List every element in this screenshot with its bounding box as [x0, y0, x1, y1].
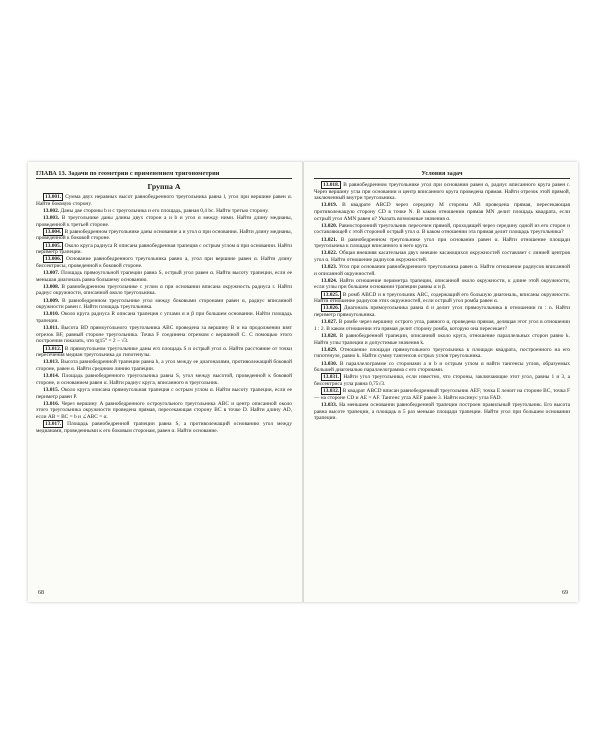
page-number: 68 [38, 590, 44, 596]
problem-number: 13.004. [45, 228, 62, 235]
group-title: Группа А [147, 182, 181, 191]
problem-item [314, 361, 570, 374]
problem-item [36, 401, 292, 421]
problem-text: Угол при основании равнобедренного треугольника равен α. Найти отношение радиусов вписанной и описанной окружностей. [314, 264, 570, 277]
problem-text: В параллелограмме со сторонами a и b и острым углом α найти тангенсы углов, образуемых большей диагональю параллелограмма с его сторонами. [314, 360, 570, 374]
problem-item [36, 298, 292, 311]
problem-item [314, 250, 570, 263]
problem-text: Найти отношение периметра трапеции, описанной около окружности, к длине этой окружности, если углы при большем основании трапеции равны α и β. [314, 277, 570, 291]
problem-item [36, 284, 292, 297]
problem-number: 13.023. [321, 264, 338, 271]
problem-number: 13.015. [43, 386, 60, 393]
problem-text: В ромб ABCD и в треугольник ABC, содержащий его большую диагональ, вписаны окружности. Найти отношение радиусов этих окружностей, если острый угол ромба равен α. [314, 291, 570, 305]
problem-number: 13.025. [323, 291, 340, 298]
problem-text: В треугольнике даны длины двух сторон a и b и угол α между ними. Найти длину медианы, проведенной к третьей стороне. [36, 214, 292, 228]
problem-number: 13.006. [45, 256, 62, 263]
problem-item [36, 229, 292, 242]
problem-item [314, 402, 570, 422]
problem-item [36, 421, 292, 434]
problem-list [314, 182, 570, 422]
problem-item [314, 182, 570, 202]
problem-item [36, 194, 292, 207]
problem-item [36, 208, 292, 215]
problem-text: В равнобедренной трапеции, описанной около круга, отношение параллельных сторон равно k. Найти углы трапеции и допустимые значения k. [314, 333, 570, 346]
problem-item [36, 311, 292, 324]
problem-number: 13.027. [321, 319, 338, 326]
problem-text: Общая внешняя касательная двух внешне касающихся окружностей составляет с линией центров угол α. Найти отношение радиусов окружностей. [314, 250, 570, 263]
problem-text: Площадь равнобедренной трапеции равна S, а противолежащий основанию угол между медианами, проведенными к его боковым сторонам, равен α. Найти основание. [36, 421, 292, 434]
problem-item [36, 270, 292, 283]
page-number: 69 [562, 590, 568, 596]
problem-item [314, 292, 570, 305]
left-page [36, 170, 292, 602]
problem-item [314, 374, 570, 387]
problem-number: 13.009. [43, 297, 60, 304]
problem-text: В квадрат ABCD вписан равнобедренный треугольник AEF; точка E лежит на стороне BC, точка F — на стороне CD и AE = AF. Тангенс угла AEF равен 3. Найти косинус угла FAD. [314, 388, 570, 401]
problem-item [314, 223, 570, 236]
problem-item [36, 346, 292, 359]
running-head: Условия задач [314, 170, 570, 179]
problem-number: 13.026. [323, 305, 340, 312]
problem-number: 13.007. [43, 270, 60, 277]
problem-number: 13.022. [321, 250, 338, 257]
problem-text: В прямоугольном треугольнике даны его площадь S и острый угол α. Найти расстояние от точки пересечения медиан треугольника до гипотенузы. [36, 345, 292, 359]
problem-item [36, 373, 292, 386]
problem-text: Около круга радиуса R описана трапеция с углами α и β при большем основании. Найти площадь трапеции. [36, 311, 292, 325]
problem-text: В равнобедренном треугольнике угол между боковыми сторонами равен α, радиус вписанной окружности равен r. Найти площадь треугольника. [36, 297, 292, 311]
problem-text: В равнобедренном треугольнике даны основание a и угол α при основании. Найти длину медианы, проведенной к боковой стороне. [36, 228, 292, 242]
problem-number: 13.001. [45, 194, 62, 200]
problem-item [314, 333, 570, 346]
problem-text: На меньшем основании равнобедренной трапеции построен правильный треугольник. Его высота равна высоте трапеции, а площадь в 5 раз меньше площади трапеции. Найти угол при большем основании трапеции. [314, 401, 570, 422]
problem-item [36, 325, 292, 345]
problem-text: Около круга радиуса R описана равнобедренная трапеция с острым углом α при основании. Найти периметр трапеции. [36, 242, 292, 256]
problem-text: В ромбе через вершину острого угла, равного α, проведена прямая, делящая этот угол в отношении 1 : 2. В каком отношении эта прямая делит сторону ромба, которую она пересекает? [314, 319, 570, 332]
problem-text: Найти угол треугольника, если известно, что стороны, заключающие этот угол, равны 1 и 3, а биссектриса угла равна 0,75√3. [314, 374, 570, 387]
problem-number: 13.020. [321, 222, 338, 229]
problem-number: 13.021. [321, 236, 338, 243]
problem-number: 13.028. [321, 333, 338, 339]
problem-number: 13.014. [43, 373, 60, 380]
running-head: ГЛАВА 13. Задачи по геометрии с применением тригонометрии [36, 170, 292, 179]
problem-text: Отношение площади прямоугольного треугольника к площади квадрата, построенного на его гипотенузе, равно k. Найти сумму тангенсов острых углов треугольника. [314, 346, 570, 360]
problem-number: 13.005. [45, 242, 62, 249]
problem-text: Высота BD прямоугольного треугольника ABC проведена за вершину B и на продолжении взят отрезок BF, равный стороне треугольника. Точка F соединена отрезком с вершиной C. С помощью этого построения показать, что tg15° = 2 − √3. [36, 325, 292, 345]
problem-text: Около круга описана прямоугольная трапеция с острым углом α. Найти высоту трапеции, если ее периметр равен P. [36, 386, 292, 400]
problem-number: 13.010. [43, 311, 60, 318]
problem-list [36, 194, 292, 434]
problem-item [314, 237, 570, 250]
problem-text: В квадрате ABCD через середину M стороны AB проведена прямая, пересекающая противолежащую сторону CD в точке N. В каком отношении прямая MN делит площадь квадрата, если острый угол AMN равен α? Указать возможные значения α. [314, 202, 570, 222]
problem-item [36, 387, 292, 400]
book-gutter [302, 162, 304, 602]
problem-text: В равнобедренном треугольнике угол при основании равен α, радиус вписанного круга равен r. Через вершину угла при основании и центр вписанного круга проведена прямая. Найти отрезок этой прямой, заключенный внутри треугольника. [314, 182, 570, 202]
problem-number: 13.017. [45, 421, 62, 428]
problem-number: 13.024. [321, 277, 338, 284]
problem-item [36, 215, 292, 228]
problem-text: Сумма двух неравных высот равнобедренного треугольника равна l, угол при вершине равен α. Найти боковую сторону. [36, 194, 292, 207]
problem-text: Основание равнобедренного треугольника равно a, угол при вершине равен α. Найти длину биссектрисы, проведенной к боковой стороне. [36, 256, 292, 269]
problem-text: Даны две стороны b и c треугольника и его площадь, равная 0,4 bc. Найти третью сторону. [60, 207, 269, 214]
problem-text: Равносторонний треугольник пересечен прямой, проходящей через середину одной из его сторон и составляющей с этой стороной острый угол α. В каком отношении эта прямая делит площадь треугольника? [314, 222, 570, 236]
problem-number: 13.011. [43, 325, 59, 332]
problem-number: 13.012. [45, 345, 62, 352]
problem-number: 13.033. [321, 401, 338, 408]
problem-item [36, 359, 292, 372]
problem-number: 13.030. [321, 360, 338, 367]
right-page [314, 170, 570, 602]
problem-item [314, 347, 570, 360]
problem-item [314, 319, 570, 332]
problem-number: 13.008. [43, 283, 60, 290]
problem-number: 13.002. [43, 207, 60, 214]
problem-number: 13.003. [43, 214, 60, 221]
problem-number: 13.019. [321, 202, 338, 209]
problem-item [314, 264, 570, 277]
problem-text: Диагональ прямоугольника равна d и делит угол прямоугольника в отношении m : n. Найти периметр прямоугольника. [314, 305, 570, 319]
problem-number: 13.029. [321, 346, 338, 353]
problem-number: 13.031. [323, 374, 340, 381]
problem-text: Площадь прямоугольной трапеции равна S, острый угол равен α. Найти высоту трапеции, если ее меньшая диагональ равна большему основанию. [36, 270, 292, 283]
problem-item [36, 243, 292, 256]
book-spread [28, 162, 578, 602]
problem-text: В равнобедренном треугольнике угол при основании равен α. Найти отношение площади треугольника к площади вписанного в него круга. [314, 236, 570, 250]
problem-number: 13.032. [323, 388, 340, 395]
problem-number: 13.013. [43, 359, 60, 366]
problem-number: 13.016. [43, 400, 60, 407]
problem-item [314, 305, 570, 318]
problem-number: 13.018. [323, 182, 340, 188]
problem-text: В равнобедренном треугольнике с углом α при основании вписана окружность радиуса r. Найти радиус окружности, описанной около треугольника. [36, 283, 292, 297]
problem-item [314, 278, 570, 291]
problem-item [36, 256, 292, 269]
problem-text: Площадь равнобедренного треугольника равна S, угол между высотой, проведенной к боковой стороне, и основанием равен α. Найти радиус круга, вписанного в треугольник. [36, 373, 292, 386]
problem-text: Через вершину A равнобедренного остроугольного треугольника ABC и центр описанной около этого треугольника окружности проведена прямая, пересекающая сторону BC в точке D. Найти длину AD, если AB = BC = b и ∠ABC = α. [36, 400, 292, 420]
problem-text: Высота равнобедренной трапеции равна h, а угол между ее диагоналями, противолежащий боковой стороне, равен α. Найти среднюю линию трапеции. [36, 359, 292, 372]
problem-item [314, 202, 570, 222]
problem-item [314, 388, 570, 401]
